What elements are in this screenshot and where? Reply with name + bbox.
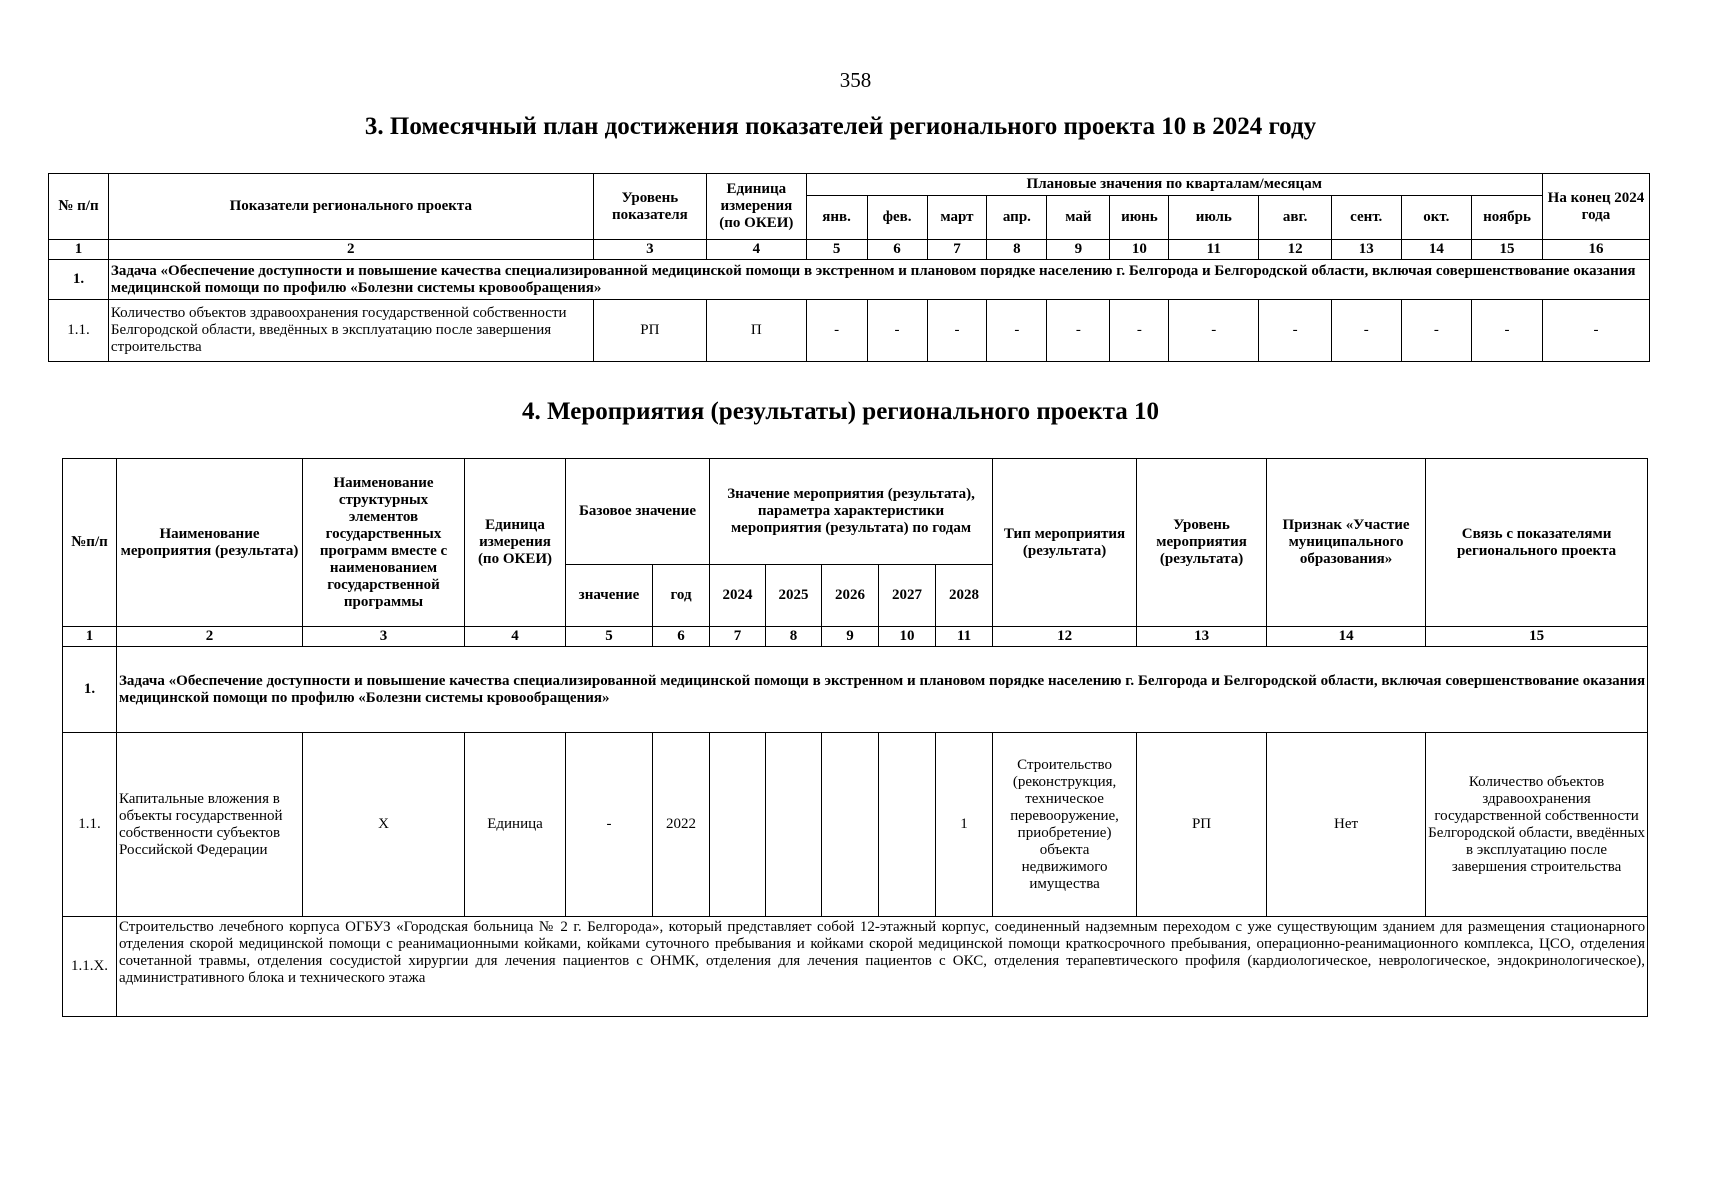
header-indicators: Показатели регионального проекта <box>108 174 593 240</box>
column-number: 5 <box>806 240 867 260</box>
section-4-title: 4. Мероприятия (результаты) регионального проекта 10 <box>522 398 1159 425</box>
row-link: Количество объектов здравоохранения государственной собственности Белгородской области, введённых в эксплуатацию после завершения строительства <box>1426 733 1648 917</box>
column-number: 9 <box>822 627 879 647</box>
header-type: Тип мероприятия (результата) <box>993 459 1137 627</box>
column-number: 9 <box>1047 240 1110 260</box>
column-number: 2 <box>108 240 593 260</box>
column-number: 14 <box>1267 627 1426 647</box>
row-value: - <box>1169 300 1259 362</box>
column-number: 16 <box>1542 240 1649 260</box>
page-number: 358 <box>839 68 872 92</box>
row-name: Количество объектов здравоохранения государственной собственности Белгородской области, введённых в эксплуатацию после завершения строительства <box>108 300 593 362</box>
header-name: Наименование мероприятия (результата) <box>117 459 303 627</box>
column-number: 6 <box>653 627 710 647</box>
header-year: 2027 <box>879 565 936 627</box>
row-value: - <box>1401 300 1472 362</box>
row-structural: Х <box>303 733 465 917</box>
header-structural: Наименование структурных элементов государственных программ вместе с наименованием государственной программы <box>303 459 465 627</box>
header-level: Уровень мероприятия (результата) <box>1137 459 1267 627</box>
header-num: №п/п <box>63 459 117 627</box>
row-num: 1.1. <box>63 733 117 917</box>
row-value-2027 <box>879 733 936 917</box>
column-number: 5 <box>566 627 653 647</box>
header-values-by-year: Значение мероприятия (результата), параметра характеристики мероприятия (результата) по годам <box>710 459 993 565</box>
header-month: сент. <box>1331 196 1401 240</box>
header-planned: Плановые значения по кварталам/месяцам <box>806 174 1542 196</box>
row-value: - <box>1259 300 1332 362</box>
header-month: июнь <box>1110 196 1169 240</box>
row-value: - <box>1047 300 1110 362</box>
header-year: 2025 <box>766 565 822 627</box>
column-number: 8 <box>766 627 822 647</box>
column-number: 15 <box>1426 627 1648 647</box>
column-number: 2 <box>117 627 303 647</box>
row-municipal: Нет <box>1267 733 1426 917</box>
column-number: 1 <box>63 627 117 647</box>
header-month: фев. <box>867 196 927 240</box>
subrow-num: 1.1.Х. <box>63 917 117 1017</box>
header-base-value: значение <box>566 565 653 627</box>
row-value-2024 <box>710 733 766 917</box>
header-unit: Единица измерения (по ОКЕИ) <box>465 459 566 627</box>
header-num: № п/п <box>49 174 109 240</box>
column-number: 13 <box>1331 240 1401 260</box>
column-number: 12 <box>993 627 1137 647</box>
header-year: 2028 <box>936 565 993 627</box>
column-number: 3 <box>593 240 706 260</box>
header-end: На конец 2024 года <box>1542 174 1649 240</box>
column-number: 4 <box>707 240 807 260</box>
column-number: 11 <box>936 627 993 647</box>
header-month: март <box>927 196 987 240</box>
header-month: янв. <box>806 196 867 240</box>
column-number: 7 <box>710 627 766 647</box>
column-number: 6 <box>867 240 927 260</box>
header-link: Связь с показателями регионального проекта <box>1426 459 1648 627</box>
row-unit: П <box>707 300 807 362</box>
row-value-2026 <box>822 733 879 917</box>
row-value: - <box>1331 300 1401 362</box>
row-value: - <box>867 300 927 362</box>
row-base-value: - <box>566 733 653 917</box>
column-number: 11 <box>1169 240 1259 260</box>
header-municipal: Признак «Участие муниципального образования» <box>1267 459 1426 627</box>
column-number: 12 <box>1259 240 1332 260</box>
header-unit: Единица измерения (по ОКЕИ) <box>707 174 807 240</box>
subrow-text: Строительство лечебного корпуса ОГБУЗ «Городская больница № 2 г. Белгорода», который представляет собой 12-этажный корпус, соединенный надземным переходом с уже существующим зданием для размещения стационарного отделения скорой медицинской помощи с реанимационными койками, койками суточного пребывания и койками скорой медицинской помощи краткосрочного пребывания, операционно-реанимационного комплекса, ЦСО, отделения сочетанной травмы, отделения сосудистой хирургии для лечения пациентов с ОНМК, отделения для лечения пациентов с ОКС, отделения терапевтического профиля (кардиологическое, неврологическое, эндокринологическое), административного блока и технического этажа <box>117 917 1648 1017</box>
row-value: - <box>1472 300 1543 362</box>
task-text: Задача «Обеспечение доступности и повышение качества специализированной медицинской помощи в экстренном и плановом порядке населению г. Белгорода и Белгородской области, включая совершенствование оказания медицинской помощи по профилю «Болезни системы кровообращения» <box>117 647 1648 733</box>
header-month: май <box>1047 196 1110 240</box>
header-month: июль <box>1169 196 1259 240</box>
row-value-2025 <box>766 733 822 917</box>
header-month: апр. <box>987 196 1047 240</box>
row-value: - <box>987 300 1047 362</box>
header-year: 2026 <box>822 565 879 627</box>
column-number: 14 <box>1401 240 1472 260</box>
row-unit: Единица <box>465 733 566 917</box>
column-number: 10 <box>1110 240 1169 260</box>
column-number: 3 <box>303 627 465 647</box>
column-number: 1 <box>49 240 109 260</box>
column-number: 7 <box>927 240 987 260</box>
header-base: Базовое значение <box>566 459 710 565</box>
column-number: 15 <box>1472 240 1543 260</box>
row-value: - <box>1542 300 1649 362</box>
row-value-2028: 1 <box>936 733 993 917</box>
row-level: РП <box>593 300 706 362</box>
row-level: РП <box>1137 733 1267 917</box>
task-text: Задача «Обеспечение доступности и повышение качества специализированной медицинской помощи в экстренном и плановом порядке населению г. Белгорода и Белгородской области, включая совершенствование оказания медицинской помощи по профилю «Болезни системы кровообращения» <box>108 260 1649 300</box>
header-base-year: год <box>653 565 710 627</box>
section-3-title: 3. Помесячный план достижения показателей регионального проекта 10 в 2024 году <box>364 113 1317 140</box>
column-number: 4 <box>465 627 566 647</box>
task-num: 1. <box>49 260 109 300</box>
row-num: 1.1. <box>49 300 109 362</box>
header-level: Уровень показателя <box>593 174 706 240</box>
monthly-plan-table <box>48 173 1650 362</box>
row-value: - <box>806 300 867 362</box>
column-number: 8 <box>987 240 1047 260</box>
row-type: Строительство (реконструкция, техническое перевооружение, приобретение) объекта недвижимого имущества <box>993 733 1137 917</box>
row-value: - <box>927 300 987 362</box>
task-num: 1. <box>63 647 117 733</box>
activities-table <box>62 458 1648 1017</box>
header-month: ноябрь <box>1472 196 1543 240</box>
row-base-year: 2022 <box>653 733 710 917</box>
header-month: окт. <box>1401 196 1472 240</box>
column-number: 10 <box>879 627 936 647</box>
row-name: Капитальные вложения в объекты государственной собственности субъектов Российской Федерации <box>117 733 303 917</box>
column-number: 13 <box>1137 627 1267 647</box>
header-year: 2024 <box>710 565 766 627</box>
header-month: авг. <box>1259 196 1332 240</box>
row-value: - <box>1110 300 1169 362</box>
